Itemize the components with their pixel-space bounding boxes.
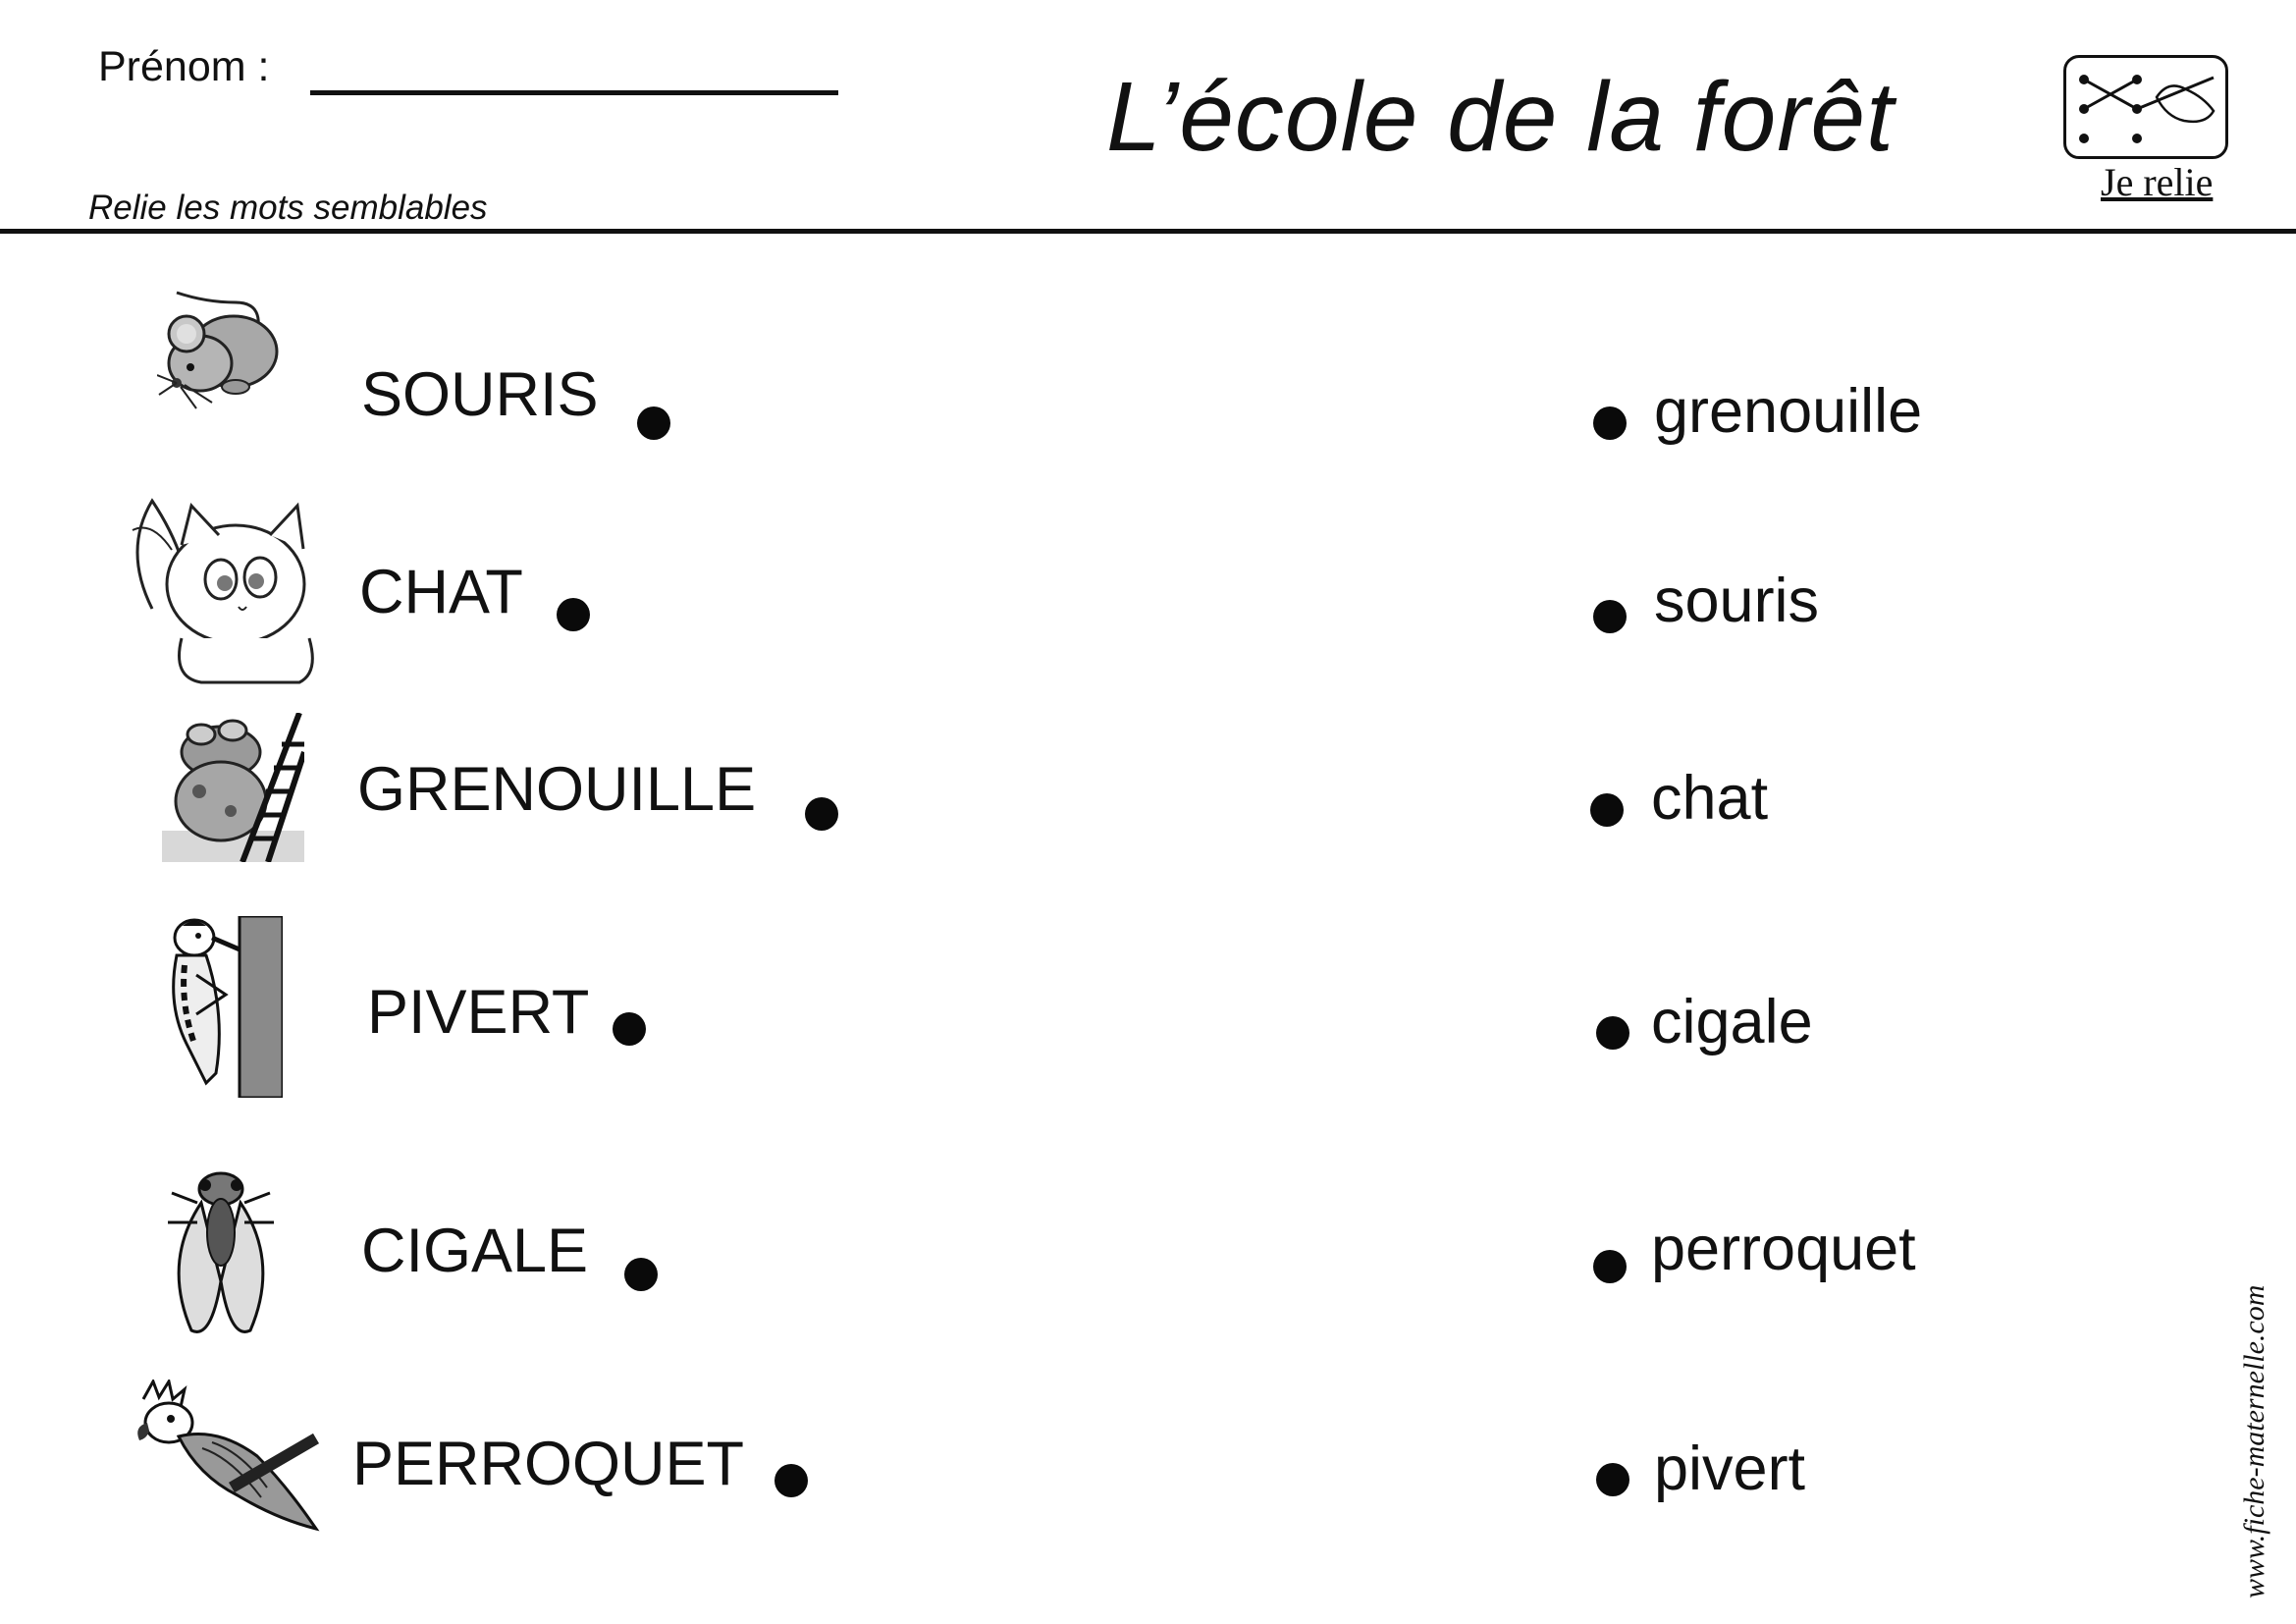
left-dot-pivert[interactable] bbox=[613, 1012, 646, 1046]
first-name-label: Prénom : bbox=[98, 43, 270, 90]
left-dot-souris[interactable] bbox=[637, 406, 670, 440]
header-divider bbox=[0, 229, 2296, 234]
left-word-perroquet: PERROQUET bbox=[352, 1430, 745, 1498]
right-word-souris: souris bbox=[1654, 567, 1820, 635]
right-word-pivert: pivert bbox=[1654, 1435, 1806, 1503]
right-dot-cigale[interactable] bbox=[1596, 1016, 1629, 1050]
frog-picture bbox=[162, 713, 304, 862]
right-dot-grenouille[interactable] bbox=[1593, 406, 1627, 440]
cicada-picture bbox=[162, 1164, 280, 1338]
left-word-pivert: PIVERT bbox=[367, 978, 590, 1047]
left-dot-perroquet[interactable] bbox=[774, 1464, 808, 1497]
right-dot-souris[interactable] bbox=[1593, 600, 1627, 633]
mouse-picture bbox=[157, 273, 283, 438]
right-word-cigale: cigale bbox=[1651, 988, 1813, 1056]
parrot-picture bbox=[124, 1380, 324, 1537]
right-dot-perroquet[interactable] bbox=[1593, 1250, 1627, 1283]
cat-picture bbox=[123, 491, 321, 687]
right-word-perroquet: perroquet bbox=[1651, 1215, 1916, 1283]
je-relie-label: Je relie bbox=[2101, 160, 2214, 204]
connect-dots-icon bbox=[2066, 58, 2225, 156]
left-word-souris: SOURIS bbox=[361, 360, 599, 429]
je-relie-logo bbox=[2063, 55, 2228, 159]
left-word-cigale: CIGALE bbox=[361, 1217, 589, 1285]
left-dot-chat[interactable] bbox=[557, 598, 590, 631]
woodpecker-picture bbox=[155, 916, 283, 1098]
left-word-chat: CHAT bbox=[359, 558, 523, 626]
page-title: L’école de la forêt bbox=[1106, 62, 1895, 172]
right-dot-chat[interactable] bbox=[1590, 793, 1624, 827]
site-watermark: www.fiche-maternelle.com bbox=[2238, 1284, 2270, 1598]
left-word-grenouille: GRENOUILLE bbox=[357, 755, 757, 824]
right-dot-pivert[interactable] bbox=[1596, 1463, 1629, 1496]
right-word-chat: chat bbox=[1651, 764, 1769, 833]
instruction-text: Relie les mots semblables bbox=[88, 189, 488, 227]
first-name-line[interactable] bbox=[310, 90, 838, 95]
left-dot-cigale[interactable] bbox=[624, 1258, 658, 1291]
left-dot-grenouille[interactable] bbox=[805, 797, 838, 831]
right-word-grenouille: grenouille bbox=[1654, 377, 1923, 446]
